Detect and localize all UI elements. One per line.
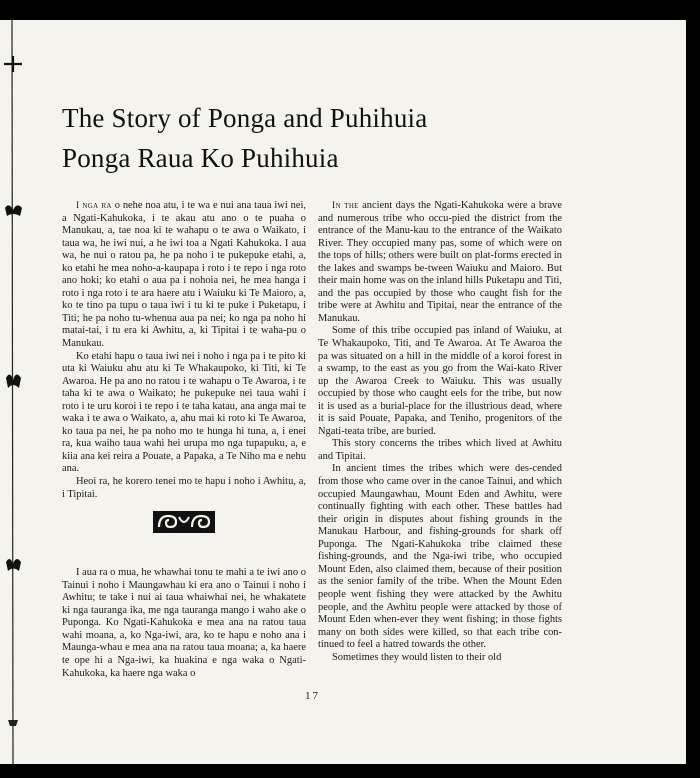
paragraph: I nga ra o nehe noa atu, i te wa e nui ana taua iwi nei, a Ngati-Kahukoka, i te akau atu ano o te puaha o Manukau, a, tae noa ki te wahapu o te awa o Waikato, i taua wa, he iwi nui, a he iwi toa a Ngati Kahukoka. I aua wa, he nui o ratou pa, he pa noho i te pukepuke etahi, a, ko etahi he mea noho-a-kaupapa i roto i te repo i nga roto ano hoki; ko etahi o aua pa i nohoia nei, he mea hanga i roto i nga roto i te ara haere atu i Waiuku ki Te Maioro, a, ko te tino pa tupu o taua iwi i tu ki te puke i Puketapu, i Titi; he pa noho tu-whenua aua pa nei; ko nga pa noho hi matai-tai, i tu era ki Awhitu, a, ki Tipitai i te waha-pu o Manukau. — [62, 200, 307, 350]
paragraph: In ancient times the tribes which were des-cended from those who came over in the canoe Tainui, and which occupied Maungawhau, Mount Eden and Awhitu, were continually fighting with each other. These battles had their origin in disputes about fishing grounds in the Manukau Harbour, and fishing-grounds for shark off Puponga. The Ngati-Kahukoka tribe claimed these fishing-grounds, and the Nga-iwi tribe, who occupied Mount Eden, also claimed them, because of their position as the senior family of the tribe. When the Mount Eden people went fishing they were attacked by the Awhitu people, and the Awhitu people were attacked by those of Mount Eden when-ever they went fishing; in those fights many on both sides were killed, so that each tribe con-tinued to feel a hatred towards the other. — [318, 463, 562, 651]
maori-text-column — [62, 200, 306, 680]
title-english: The Story of Ponga and Puhihuia — [62, 103, 428, 133]
paragraph: In the ancient days the Ngati-Kahukoka were a brave and numerous tribe who occu-pied the district from the entrance of the Manu-kau to the entrance of the Waikato River. They occupied many pas, some of which were on the tops of hills; others were built on plat-forms erected in the lakes and swamps be-tween Waiuku and Maioro. But their main home was on the inland hills Puketapu and Titi, and the pas occupied by those who caught fish for the tribe were at Awhitu and Tipitai, near the entrance of the Manukau. — [318, 200, 562, 324]
paragraph: Some of this tribe occupied pas inland of Waiuku, at Te Whakaupoko, Titi, and Te Awaroa. At Te Awaroa the pa was situated on a hill in the middle of a koroi forest in a swamp, to the east as you go from the Wai-kato River up the Awaroa Creek to Waiuku. This was usually occupied by those who caught eels for the tribe, but now it is used as a burial-place for the illustrious dead, where it is said Pouate, Papaka, and Teniho, progenitors of the Ngati-teata tribe, are buried. — [318, 325, 562, 437]
paragraph: This story concerns the tribes which lived at Awhitu and Tipitai. — [318, 438, 562, 462]
page-title — [62, 98, 427, 178]
koru-ornament-icon — [153, 511, 215, 533]
lead-in: In the — [332, 201, 359, 211]
title-maori: Ponga Raua Ko Puhihuia — [62, 143, 339, 173]
lead-in: I nga ra — [76, 201, 112, 211]
paragraph: Sometimes they would listen to their old — [332, 651, 502, 663]
paragraph: Heoi ra, he korero tenei mo te hapu i noho i Awhitu, a, i Tipitai. — [62, 476, 306, 500]
paragraph: I aua ra o mua, he whawhai tonu te mahi a te iwi ano o Tainui i noho i Maungawhau ki era ano o Tainui i noho i Awhitu; te take i nui ai taua whaiwhai nei, he whakatete ki nga tauranga ika, me nga tauranga mango i waho ake o Puponga. Ko Ngati-Kahukoka e mea ana na ratou taua wahi moana, a, ko Nga-iwi, ara, ko te hapu e noho ana i Maunga-whau e mea ana na ratou taua moana; a, ka haere te ope hi a Nga-iwi, ka huakina e nga waka o Ngati-Kahukoka, ka haere nga waka o — [62, 567, 306, 679]
binding-thread-icon — [0, 20, 34, 764]
paragraph: Ko etahi hapu o taua iwi nei i noho i nga pa i te pito ki uta ki Waiuku ahu atu ki Te Whakaupoko, ki Titi, ki Te Awaroa. He pa ano no ratou i te wahapu o Te Awaroa, i te taha ki te awa o Waikato; he pukepuke nei taua wahi i roto i te uru koroi i te repo i te taha katau, ana anga mai te waka i te awa o Waikato, a, ahu mai ki roto ki Te Awaroa, ko taua pa nei, he pa noho mo te hunga hi tuna, a, i enei ra, kua waiho taua wahi hei urupa mo nga tupapuku, a, e kiia ana kei reira a Pouate, a Papaka, a Te Niho ma e nehu ana. — [62, 350, 306, 475]
english-text-column — [318, 200, 562, 664]
page-number: 17 — [305, 690, 320, 702]
document-page — [0, 20, 686, 764]
